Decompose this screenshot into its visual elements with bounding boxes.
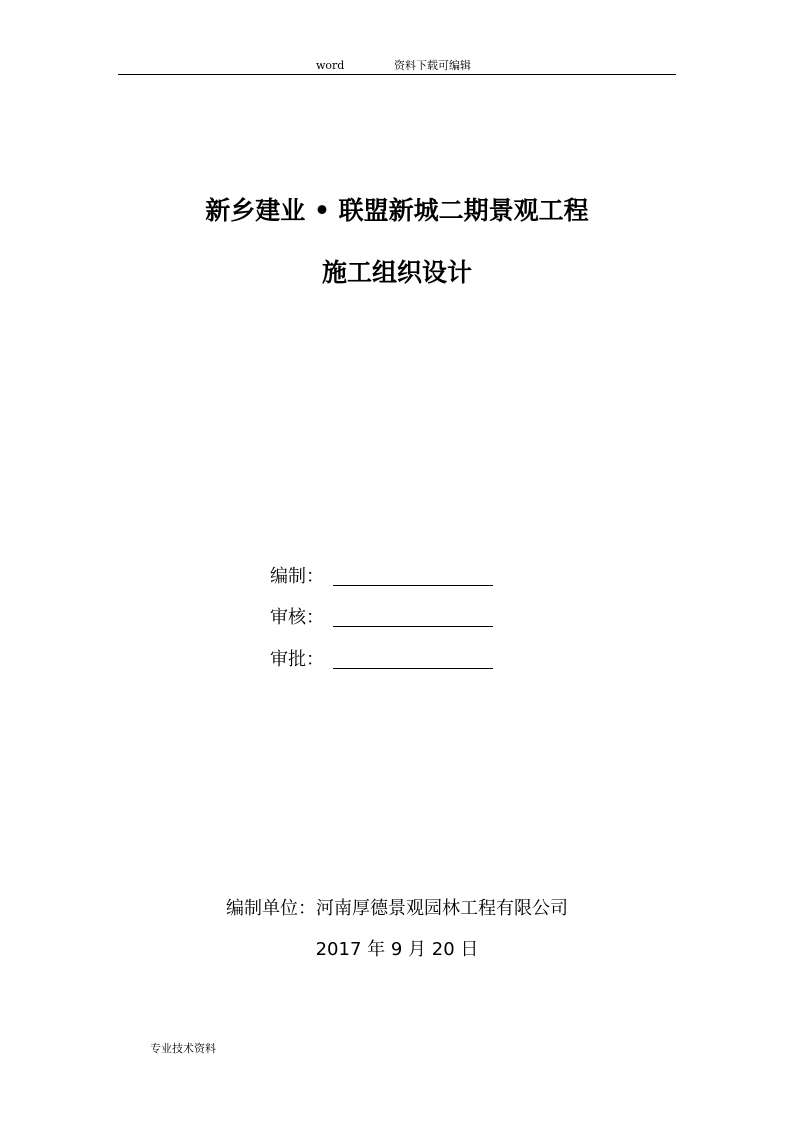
document-title: 新乡建业 • 联盟新城二期景观工程	[205, 196, 589, 225]
reviewer-label: 审核：	[270, 607, 324, 628]
header-word-label: word	[316, 59, 345, 72]
reviewer-signature-line	[333, 626, 493, 627]
editor-label: 编制：	[270, 566, 324, 587]
document-subtitle: 施工组织设计	[321, 258, 472, 287]
organization-name: 编制单位：河南厚德景观园林工程有限公司	[226, 898, 568, 919]
header-download-label: 资料下载可编辑	[394, 59, 471, 72]
document-date: 2017 年 9 月 20 日	[315, 939, 479, 960]
approver-label: 审批：	[270, 649, 324, 670]
approver-signature-line	[333, 668, 493, 669]
editor-signature-line	[333, 585, 493, 586]
page-header	[118, 58, 676, 75]
page-footer: 专业技术资料	[150, 1042, 216, 1055]
